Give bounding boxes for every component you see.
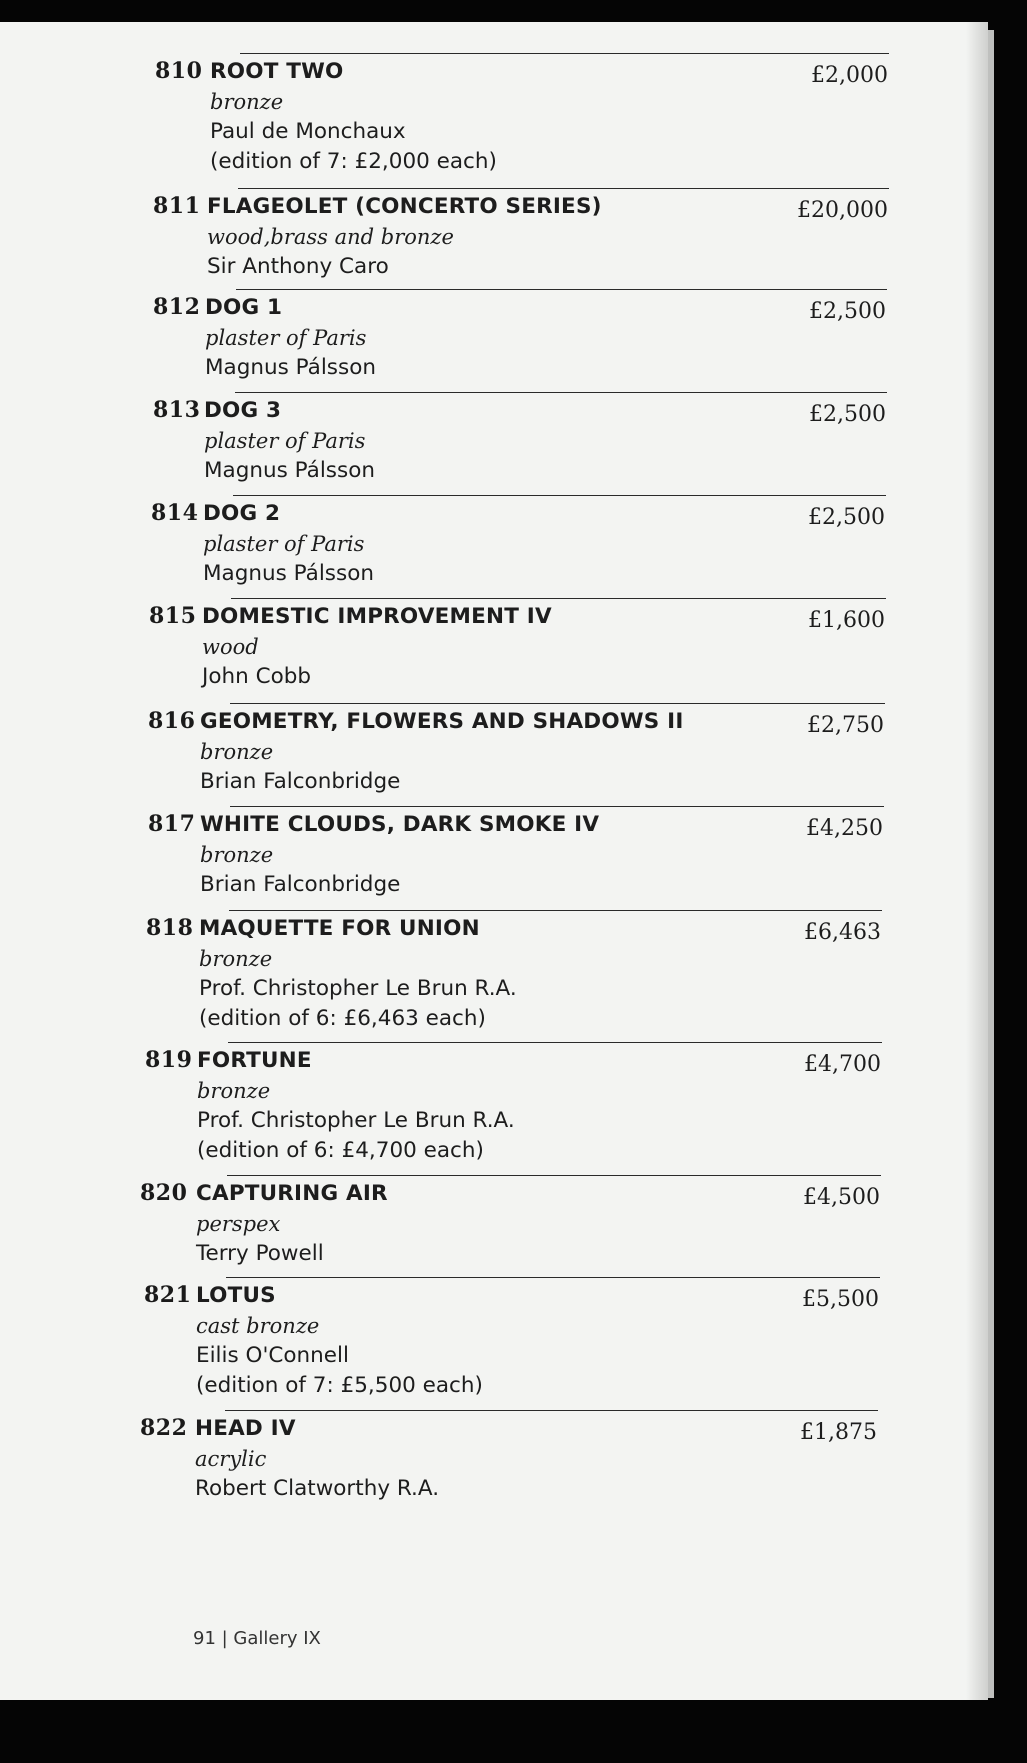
entry-divider xyxy=(228,1042,882,1043)
entry-artist: Terry Powell xyxy=(196,1241,324,1266)
entry-artist: Prof. Christopher Le Brun R.A. xyxy=(197,1108,515,1133)
entry-divider xyxy=(230,703,885,704)
entry-price: £4,500 xyxy=(803,1185,880,1210)
entry-details xyxy=(195,1414,439,1504)
entry-details xyxy=(207,192,602,282)
entry-details xyxy=(203,499,374,589)
entry-artist: Robert Clatworthy R.A. xyxy=(195,1476,440,1501)
entry-medium: bronze xyxy=(200,843,274,867)
entry-title: DOG 1 xyxy=(205,295,283,320)
entry-title: DOG 2 xyxy=(203,501,281,526)
entry-artist: Paul de Monchaux xyxy=(210,119,406,144)
entry-medium: bronze xyxy=(210,90,284,114)
entry-price: £2,500 xyxy=(808,505,885,530)
entry-title: CAPTURING AIR xyxy=(196,1181,388,1206)
entry-details xyxy=(200,810,599,900)
entry-divider xyxy=(227,1175,881,1176)
entry-medium: wood xyxy=(202,635,259,659)
entry-medium: wood,brass and bronze xyxy=(207,225,454,249)
entry-details xyxy=(200,707,684,797)
entry-price: £2,750 xyxy=(807,713,884,738)
entry-details xyxy=(205,293,376,383)
entry-title: DOMESTIC IMPROVEMENT IV xyxy=(202,604,552,629)
catalogue-page xyxy=(0,22,988,1700)
entry-medium: acrylic xyxy=(195,1447,267,1471)
entry-edition: (edition of 7: £5,500 each) xyxy=(196,1373,483,1398)
entry-divider xyxy=(226,1277,880,1278)
entry-divider xyxy=(233,495,886,496)
entry-details xyxy=(204,396,375,486)
entry-details xyxy=(196,1179,388,1269)
entry-title: WHITE CLOUDS, DARK SMOKE IV xyxy=(200,812,600,837)
entry-medium: bronze xyxy=(200,740,274,764)
entry-price: £2,500 xyxy=(809,402,886,427)
page-edge xyxy=(988,30,994,1698)
entry-number: 814 xyxy=(151,500,199,526)
entry-divider xyxy=(230,806,884,807)
entry-price: £2,500 xyxy=(809,299,886,324)
entry-details xyxy=(210,57,497,177)
entry-medium: cast bronze xyxy=(196,1314,320,1338)
entry-artist: Magnus Pálsson xyxy=(205,355,376,380)
entry-divider xyxy=(236,289,887,290)
page-footer: 91 | Gallery IX xyxy=(193,1628,321,1649)
entry-details xyxy=(199,914,517,1034)
entry-price: £5,500 xyxy=(802,1287,879,1312)
entry-number: 822 xyxy=(140,1415,188,1441)
entry-price: £6,463 xyxy=(804,920,881,945)
entry-medium: bronze xyxy=(197,1079,271,1103)
entry-number: 821 xyxy=(144,1282,192,1308)
entry-number: 818 xyxy=(146,915,194,941)
entry-title: DOG 3 xyxy=(204,398,282,423)
entry-number: 813 xyxy=(153,397,201,423)
entry-edition: (edition of 7: £2,000 each) xyxy=(210,149,497,174)
entry-number: 815 xyxy=(149,603,197,629)
entry-price: £1,875 xyxy=(800,1420,877,1445)
entry-price: £20,000 xyxy=(797,198,888,223)
entry-title: GEOMETRY, FLOWERS AND SHADOWS II xyxy=(200,709,684,734)
entry-medium: plaster of Paris xyxy=(204,429,366,453)
entry-edition: (edition of 6: £6,463 each) xyxy=(199,1006,486,1031)
entry-title: LOTUS xyxy=(196,1283,276,1308)
entry-number: 810 xyxy=(155,58,203,84)
entry-medium: perspex xyxy=(196,1212,281,1236)
entry-divider xyxy=(235,392,887,393)
entry-price: £1,600 xyxy=(808,608,885,633)
entry-number: 811 xyxy=(153,193,201,219)
entry-number: 816 xyxy=(148,708,196,734)
entry-details xyxy=(196,1281,483,1401)
entry-divider xyxy=(240,53,889,54)
entry-price: £4,250 xyxy=(806,816,883,841)
entry-title: HEAD IV xyxy=(195,1416,296,1441)
entry-price: £4,700 xyxy=(804,1052,881,1077)
entry-divider xyxy=(225,1410,878,1411)
entry-number: 819 xyxy=(145,1047,193,1073)
entry-title: FLAGEOLET (CONCERTO SERIES) xyxy=(207,194,602,219)
entry-divider xyxy=(231,598,886,599)
entry-artist: Brian Falconbridge xyxy=(200,872,401,897)
entry-artist: Brian Falconbridge xyxy=(200,769,401,794)
entry-details xyxy=(197,1046,515,1166)
entry-price: £2,000 xyxy=(811,63,888,88)
entry-number: 820 xyxy=(140,1180,188,1206)
entry-artist: Sir Anthony Caro xyxy=(207,254,389,279)
entry-divider xyxy=(238,188,889,189)
entry-title: FORTUNE xyxy=(197,1048,312,1073)
entry-medium: plaster of Paris xyxy=(205,326,367,350)
entry-number: 817 xyxy=(148,811,196,837)
page-spine xyxy=(966,22,988,1700)
entry-medium: bronze xyxy=(199,947,273,971)
entry-edition: (edition of 6: £4,700 each) xyxy=(197,1138,484,1163)
entry-medium: plaster of Paris xyxy=(203,532,365,556)
entry-details xyxy=(202,602,552,692)
entry-title: MAQUETTE FOR UNION xyxy=(199,916,480,941)
entry-number: 812 xyxy=(153,294,201,320)
entry-artist: Magnus Pálsson xyxy=(203,561,374,586)
entry-artist: Magnus Pálsson xyxy=(204,458,375,483)
entry-title: ROOT TWO xyxy=(210,59,344,84)
entry-artist: John Cobb xyxy=(202,664,312,689)
entry-divider xyxy=(229,910,882,911)
entry-artist: Prof. Christopher Le Brun R.A. xyxy=(199,976,517,1001)
entry-artist: Eilis O'Connell xyxy=(196,1343,349,1368)
